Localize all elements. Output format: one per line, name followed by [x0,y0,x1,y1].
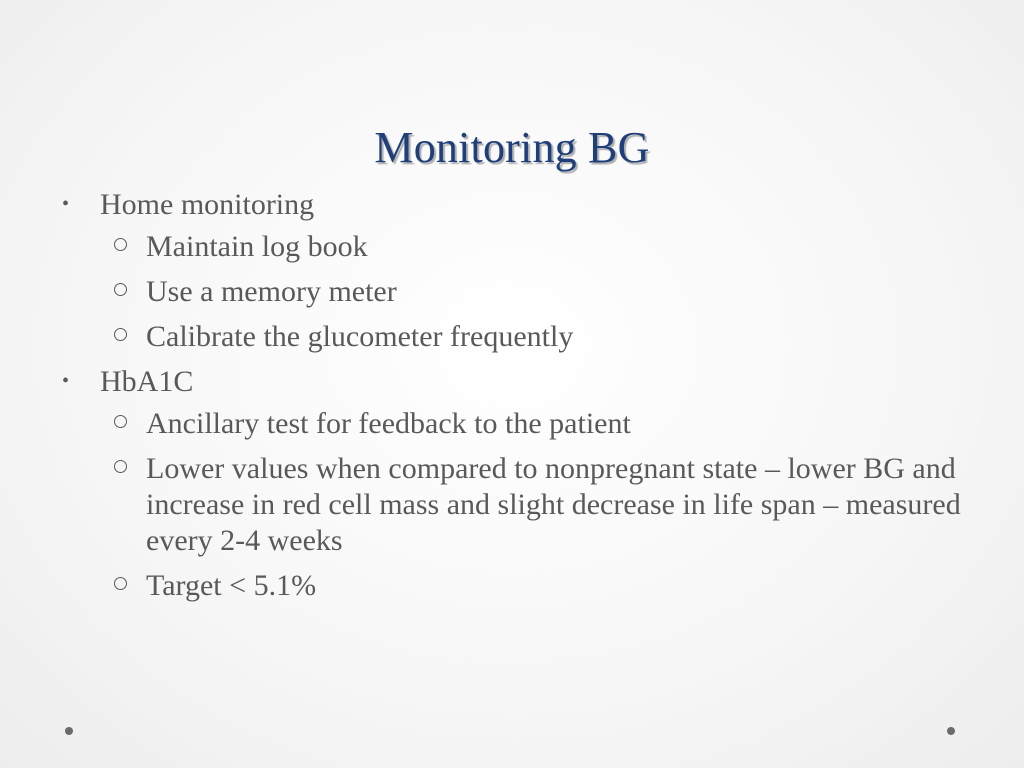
hollow-circle-icon [114,415,127,428]
sub-bullet-text: Ancillary test for feedback to the patient [146,407,631,440]
sub-bullet-text: Target < 5.1% [146,569,317,602]
hollow-circle-icon [114,328,127,341]
bullet-dot-icon: • [62,370,70,392]
sub-bullet-item [58,274,968,310]
sub-bullet-item [58,406,968,442]
sub-bullet-item [58,319,968,355]
hollow-circle-icon [114,460,127,473]
bullet-text: Home monitoring [100,188,315,221]
bullet-dot-icon: • [62,193,70,215]
decorative-dot-icon [947,727,955,735]
sub-bullet-text: Calibrate the glucometer frequently [146,320,574,353]
sub-bullet-item [58,451,968,559]
sub-bullet-text: Use a memory meter [146,275,397,308]
sub-bullet-item [58,229,968,265]
hollow-circle-icon [114,577,127,590]
slide-title: Monitoring BG [374,123,650,172]
bullet-text: HbA1C [100,365,194,398]
sub-bullet-text: Maintain log book [146,230,368,263]
sub-bullet-text: Lower values when compared to nonpregnant state – lower BG and increase in red cell mass and slight decrease in life span – measured every 2-4 weeks [146,452,961,557]
sub-bullet-item [58,568,968,604]
bullet-item [58,187,968,223]
bullet-item [58,364,968,400]
slide-body [58,184,968,613]
hollow-circle-icon [114,238,127,251]
hollow-circle-icon [114,283,127,296]
decorative-dot-icon [65,727,73,735]
